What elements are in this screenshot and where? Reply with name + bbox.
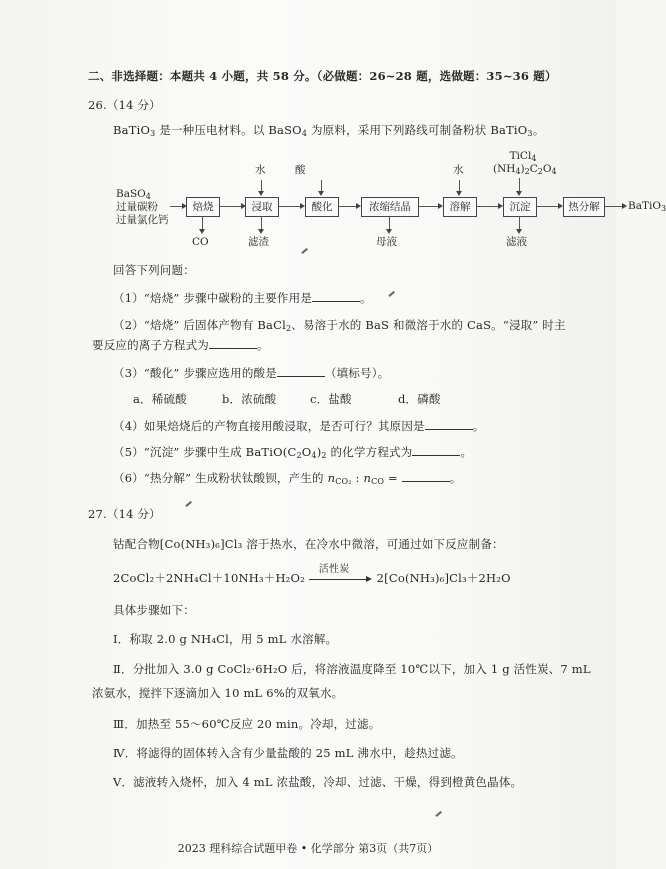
section-header: 二、非选择题：本题共 4 小题，共 58 分。（必做题：26~28 题，选做题：35~36 题） bbox=[88, 69, 557, 83]
step-5: Ⅴ．滤液转入烧杯，加入 4 mL 浓盐酸，冷却、过滤、干燥，得到橙黄色晶体。 bbox=[113, 775, 523, 789]
step-4: Ⅳ．将滤得的固体转入含有少量盐酸的 25 mL 沸水中，趁热过滤。 bbox=[113, 746, 463, 760]
step-roast: 焙烧 bbox=[186, 197, 220, 217]
question-26-number: 26.（14 分） bbox=[88, 98, 161, 112]
step-acidify: 酸化 bbox=[305, 197, 339, 217]
reaction-equation: 2CoCl₂＋2NH₄Cl＋10NH₃＋H₂O₂ 活性炭 2[Co(NH₃)₆]Cl₃＋2H₂O bbox=[113, 564, 511, 585]
sub-question-4: （4）如果焙烧后的产物直接用酸浸取，是否可行？其原因是 。 bbox=[113, 419, 485, 433]
sub-question-2-cont: 要反应的离子方程式为 。 bbox=[92, 338, 269, 352]
step-2: Ⅱ．分批加入 3.0 g CoCl₂·6H₂O 后，将溶液温度降至 10℃以下，加入 1 g 活性炭、7 mL bbox=[113, 662, 591, 676]
step-2-cont: 浓氨水，搅拌下逐滴加入 10 mL 6%的双氧水。 bbox=[92, 686, 344, 700]
reaction-arrow bbox=[309, 564, 373, 586]
roast-output-co: CO bbox=[192, 236, 209, 248]
precipitate-output-filtrate: 滤液 bbox=[506, 236, 527, 248]
sub-question-2: （2）“焙烧” 后固体产物有 BaCl$_2$、易溶于水的 BaS 和微溶于水的 CaS。“浸取” 时主 bbox=[113, 318, 566, 333]
sub-question-5: （5）“沉淀” 步骤中生成 $BaTiO(C_2O_4)_2$ 的化学方程式为 。 bbox=[113, 445, 473, 460]
acidify-input-acid: 酸 bbox=[295, 164, 306, 176]
sub-question-3: （3）“酸化” 步骤应选用的酸是 （填标号）。 bbox=[113, 366, 390, 380]
answer-prompt: 回答下列问题： bbox=[113, 263, 195, 277]
step-leach: 浸取 bbox=[245, 197, 279, 217]
leach-input-water: 水 bbox=[255, 164, 266, 176]
dissolve-input-water: 水 bbox=[453, 164, 464, 176]
precipitate-input-reagents: TiCl$_4$ $(NH_4)_2C_2O_4$ bbox=[493, 150, 557, 176]
step-dissolve: 溶解 bbox=[443, 197, 477, 217]
sub-question-6: （6）“热分解” 生成粉状钛酸钡，产生的 $n_{CO_2}$ : $n_{CO}$ = 。 bbox=[113, 471, 462, 486]
leach-output-residue: 滤渣 bbox=[248, 236, 269, 248]
step-3: Ⅲ．加热至 55～60℃反应 20 min。冷却，过滤。 bbox=[113, 717, 381, 731]
flow-input-label: BaSO$_4$ 过量碳粉 过量氯化钙 bbox=[116, 188, 169, 226]
crystallize-output-mother-liquor: 母液 bbox=[376, 236, 397, 248]
sub-question-1: （1）“焙烧” 步骤中碳粉的主要作用是 。 bbox=[113, 291, 372, 305]
option-a: a．稀硫酸 bbox=[133, 392, 187, 406]
question-26-intro: BaTiO$_3$ 是一种压电材料。以 BaSO$_4$ 为原料，采用下列路线可制备粉状 BaTiO$_3$。 bbox=[113, 123, 545, 138]
answer-blank[interactable] bbox=[402, 470, 450, 482]
catalyst-label: 活性炭 bbox=[318, 564, 350, 575]
question-27-number: 27.（14 分） bbox=[88, 507, 161, 521]
stray-mark bbox=[435, 811, 441, 817]
step-thermal-decompose: 热分解 bbox=[563, 197, 605, 217]
answer-blank[interactable] bbox=[277, 365, 325, 377]
flow-product-label: BaTiO$_3$ bbox=[628, 200, 666, 213]
process-flow-diagram bbox=[100, 150, 666, 250]
step-concentrate-crystallize: 浓缩结晶 bbox=[361, 197, 419, 217]
option-d: d．磷酸 bbox=[398, 392, 441, 406]
page-footer: 2023 理科综合试题甲卷 • 化学部分 第3页（共7页） bbox=[177, 842, 439, 855]
steps-intro: 具体步骤如下： bbox=[113, 603, 195, 617]
answer-blank[interactable] bbox=[209, 337, 257, 349]
answer-blank[interactable] bbox=[312, 290, 360, 302]
answer-blank[interactable] bbox=[425, 418, 473, 430]
step-precipitate: 沉淀 bbox=[503, 197, 537, 217]
stray-mark bbox=[388, 291, 394, 297]
option-c: c．盐酸 bbox=[310, 392, 352, 406]
stray-mark bbox=[185, 501, 191, 507]
question-27-intro: 钴配合物[Co(NH₃)₆]Cl₃ 溶于热水，在冷水中微溶，可通过如下反应制备： bbox=[113, 537, 504, 551]
step-1: Ⅰ．称取 2.0 g NH₄Cl，用 5 mL 水溶解。 bbox=[113, 632, 338, 646]
answer-blank[interactable] bbox=[412, 444, 460, 456]
option-b: b．浓硫酸 bbox=[222, 392, 277, 406]
